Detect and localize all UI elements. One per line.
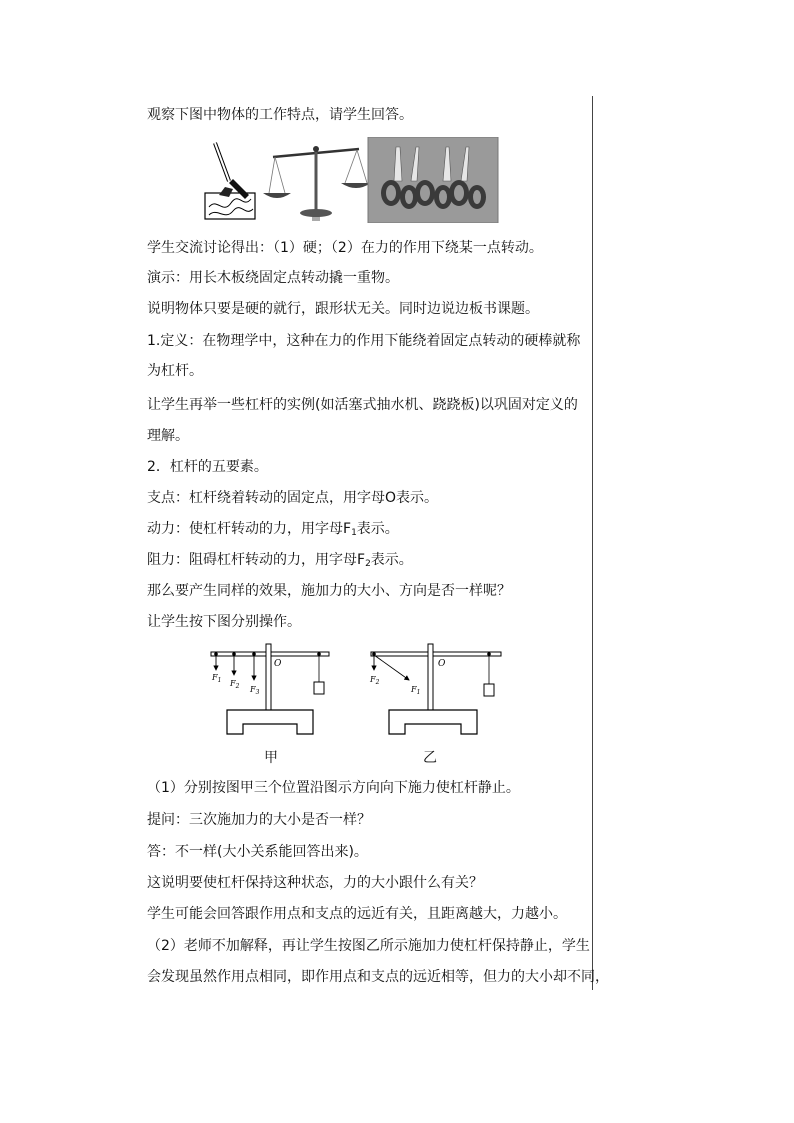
text-step-1: （1）分别按图甲三个位置沿图示方向向下施力使杠杆静止。 — [147, 780, 520, 796]
text-definition-2: 为杠杆。 — [147, 363, 203, 379]
text-effort-force: 动力：使杠杆转动的力，用字母$F_1$表示。 — [147, 521, 399, 538]
scissors-photo-illustration — [368, 137, 498, 223]
text-resistance-force: 阻力：阻碍杠杆转动的力，用字母$F_2$表示。 — [147, 552, 413, 569]
force-label-f1-jia: $F_1$ — [212, 673, 222, 684]
lever-diagram-yi — [369, 644, 501, 734]
caption-jia: 甲 — [264, 750, 278, 766]
caption-yi: 乙 — [423, 750, 437, 766]
text-fulcrum: 支点：杠杆绕着转动的固定点，用字母O表示。 — [147, 490, 439, 506]
force-label-f3-jia: $F_3$ — [250, 685, 260, 696]
text-student-answer: 学生可能会回答跟作用点和支点的远近有关，且距离越大，力越小。 — [147, 906, 567, 922]
text-step-2-line1: （2）老师不加解释，再让学生按图乙所示施加力使杠杆保持静止，学生 — [147, 938, 590, 954]
lever-experiment-figure — [205, 642, 505, 744]
text-discussion: 学生交流讨论得出：（1）硬；（2）在力的作用下绕某一点转动。 — [147, 240, 543, 256]
tools-figure — [203, 137, 499, 223]
force-label-f1-yi: $F_1$ — [411, 685, 421, 696]
text-question-direction: 那么要产生同样的效果，施加力的大小、方向是否一样呢？ — [147, 583, 511, 599]
text-demo: 演示：用长木板绕固定点转动撬一重物。 — [147, 270, 399, 286]
text-five-elements: 2．杠杆的五要素。 — [147, 459, 268, 475]
page-right-border — [592, 96, 593, 990]
text-step-2-line2: 会发现虽然作用点相同，即作用点和支点的远近相等，但力的大小却不同， — [147, 969, 609, 985]
text-observe: 观察下图中物体的工作特点，请学生回答。 — [147, 107, 413, 123]
force-label-f2-jia: $F_2$ — [230, 679, 240, 690]
text-examples-2: 理解。 — [147, 428, 189, 444]
text-explain: 说明物体只要是硬的就行，跟形状无关。同时边说边板书课题。 — [147, 301, 539, 317]
force-label-f2-yi: $F_2$ — [370, 675, 380, 686]
text-answer: 答：不一样(大小关系能回答出来)。 — [147, 844, 368, 860]
text-question-size: 提问：三次施加力的大小是否一样？ — [147, 812, 371, 828]
fulcrum-label-jia: O — [274, 659, 282, 669]
text-definition-1: 1.定义：在物理学中，这种在力的作用下能绕着固定点转动的硬棒就称 — [147, 333, 581, 349]
text-relation-question: 这说明要使杠杆保持这种状态，力的大小跟什么有关？ — [147, 875, 483, 891]
text-examples-1: 让学生再举一些杠杆的实例(如活塞式抽水机、跷跷板)以巩固对定义的 — [147, 397, 578, 413]
hammer-illustration — [205, 143, 255, 219]
balance-scale-illustration — [263, 146, 371, 221]
lever-diagram-jia — [211, 644, 329, 734]
text-operate: 让学生按下图分别操作。 — [147, 614, 301, 630]
fulcrum-label-yi: O — [438, 659, 446, 669]
